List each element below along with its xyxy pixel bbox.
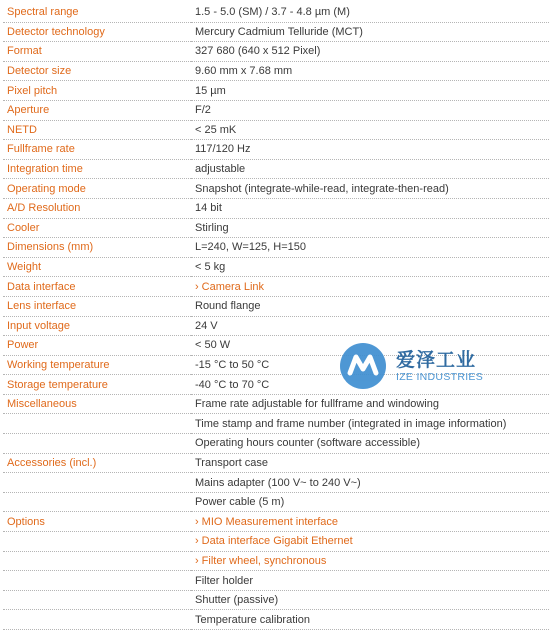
spec-row (3, 414, 549, 434)
spec-row (3, 473, 549, 493)
spec-key: Format (3, 42, 191, 62)
spec-row (3, 394, 549, 414)
watermark-english-text: IZE INDUSTRIES (396, 371, 484, 383)
spec-value: -15 °C to 50 °C (191, 355, 549, 375)
link-arrow-icon: › (195, 280, 199, 293)
spec-value-link-cell (191, 532, 549, 552)
spec-value: < 50 W (191, 336, 549, 356)
link-arrow-icon: › (195, 535, 199, 548)
spec-row (3, 3, 549, 22)
spec-key (3, 551, 191, 571)
spec-row (3, 81, 549, 101)
spec-value: 327 680 (640 x 512 Pixel) (191, 42, 549, 62)
spec-value-link-text: MIO Measurement interface (201, 515, 339, 528)
spec-value: Frame rate adjustable for fullframe and windowing (191, 394, 549, 414)
spec-key: Aperture (3, 100, 191, 120)
spec-key: Lens interface (3, 296, 191, 316)
spec-row (3, 610, 549, 630)
spec-value: 15 µm (191, 81, 549, 101)
spec-value: Transport case (191, 453, 549, 473)
spec-value: F/2 (191, 100, 549, 120)
spec-value: 24 V (191, 316, 549, 336)
spec-value: 14 bit (191, 198, 549, 218)
spec-row (3, 434, 549, 454)
spec-key: Data interface (3, 277, 191, 297)
spec-value: < 5 kg (191, 257, 549, 277)
watermark-chinese-text: 爱泽工业 (396, 349, 477, 371)
spec-value: L=240, W=125, H=150 (191, 238, 549, 258)
spec-value: Stirling (191, 218, 549, 238)
spec-value: Operating hours counter (software accessible) (191, 434, 549, 454)
spec-key (3, 434, 191, 454)
spec-row (3, 22, 549, 42)
spec-value: Snapshot (integrate-while-read, integrate-then-read) (191, 179, 549, 199)
spec-row (3, 375, 549, 395)
spec-key: Pixel pitch (3, 81, 191, 101)
spec-row (3, 100, 549, 120)
spec-row (3, 316, 549, 336)
spec-key (3, 610, 191, 630)
spec-key: Accessories (incl.) (3, 453, 191, 473)
spec-key: A/D Resolution (3, 198, 191, 218)
spec-row (3, 238, 549, 258)
spec-table (3, 3, 549, 630)
spec-value: Mains adapter (100 V~ to 240 V~) (191, 473, 549, 493)
spec-row (3, 512, 549, 532)
spec-row (3, 532, 549, 552)
spec-key: Miscellaneous (3, 394, 191, 414)
spec-row (3, 590, 549, 610)
spec-key: Weight (3, 257, 191, 277)
spec-value: Power cable (5 m) (191, 492, 549, 512)
spec-row (3, 296, 549, 316)
spec-value: -40 °C to 70 °C (191, 375, 549, 395)
spec-value: Filter holder (191, 571, 549, 591)
spec-key: Cooler (3, 218, 191, 238)
spec-key: Integration time (3, 159, 191, 179)
spec-key (3, 492, 191, 512)
spec-row (3, 218, 549, 238)
spec-key: Input voltage (3, 316, 191, 336)
spec-value: Shutter (passive) (191, 590, 549, 610)
spec-value: Temperature calibration (191, 610, 549, 630)
spec-row (3, 492, 549, 512)
spec-value: 9.60 mm x 7.68 mm (191, 61, 549, 81)
spec-value-link-cell (191, 512, 549, 532)
spec-table-body (3, 3, 549, 630)
spec-key: Options (3, 512, 191, 532)
spec-key: Working temperature (3, 355, 191, 375)
spec-value-link-text: Data interface Gigabit Ethernet (201, 535, 353, 548)
spec-key (3, 473, 191, 493)
spec-value-link[interactable] (195, 281, 264, 293)
spec-value: Time stamp and frame number (integrated in image information) (191, 414, 549, 434)
spec-value-link[interactable] (195, 535, 353, 547)
spec-key (3, 414, 191, 434)
spec-key: Operating mode (3, 179, 191, 199)
spec-value-link-text: Camera Link (201, 280, 265, 293)
spec-key: Spectral range (3, 3, 191, 22)
spec-row (3, 453, 549, 473)
spec-value-link-cell (191, 551, 549, 571)
spec-key: Fullframe rate (3, 140, 191, 160)
spec-row (3, 277, 549, 297)
spec-row (3, 120, 549, 140)
spec-row (3, 42, 549, 62)
spec-row (3, 140, 549, 160)
spec-row (3, 336, 549, 356)
spec-row (3, 61, 549, 81)
spec-row (3, 179, 549, 199)
spec-key: Power (3, 336, 191, 356)
spec-key (3, 532, 191, 552)
link-arrow-icon: › (195, 515, 199, 528)
spec-key: Detector size (3, 61, 191, 81)
spec-key: NETD (3, 120, 191, 140)
spec-value-link-text: Filter wheel, synchronous (201, 554, 327, 567)
spec-value-link[interactable] (195, 516, 338, 528)
spec-value: 1.5 - 5.0 (SM) / 3.7 - 4.8 µm (M) (191, 3, 549, 22)
spec-row (3, 551, 549, 571)
spec-value: Round flange (191, 296, 549, 316)
link-arrow-icon: › (195, 554, 199, 567)
spec-key: Detector technology (3, 22, 191, 42)
spec-row (3, 257, 549, 277)
spec-key (3, 571, 191, 591)
spec-value: < 25 mK (191, 120, 549, 140)
spec-row (3, 159, 549, 179)
spec-value: 117/120 Hz (191, 140, 549, 160)
spec-value: adjustable (191, 159, 549, 179)
spec-key: Storage temperature (3, 375, 191, 395)
spec-value-link[interactable] (195, 555, 326, 567)
spec-value: Mercury Cadmium Telluride (MCT) (191, 22, 549, 42)
spec-key (3, 590, 191, 610)
spec-value-link-cell (191, 277, 549, 297)
spec-row (3, 571, 549, 591)
spec-row (3, 355, 549, 375)
spec-key: Dimensions (mm) (3, 238, 191, 258)
spec-row (3, 198, 549, 218)
